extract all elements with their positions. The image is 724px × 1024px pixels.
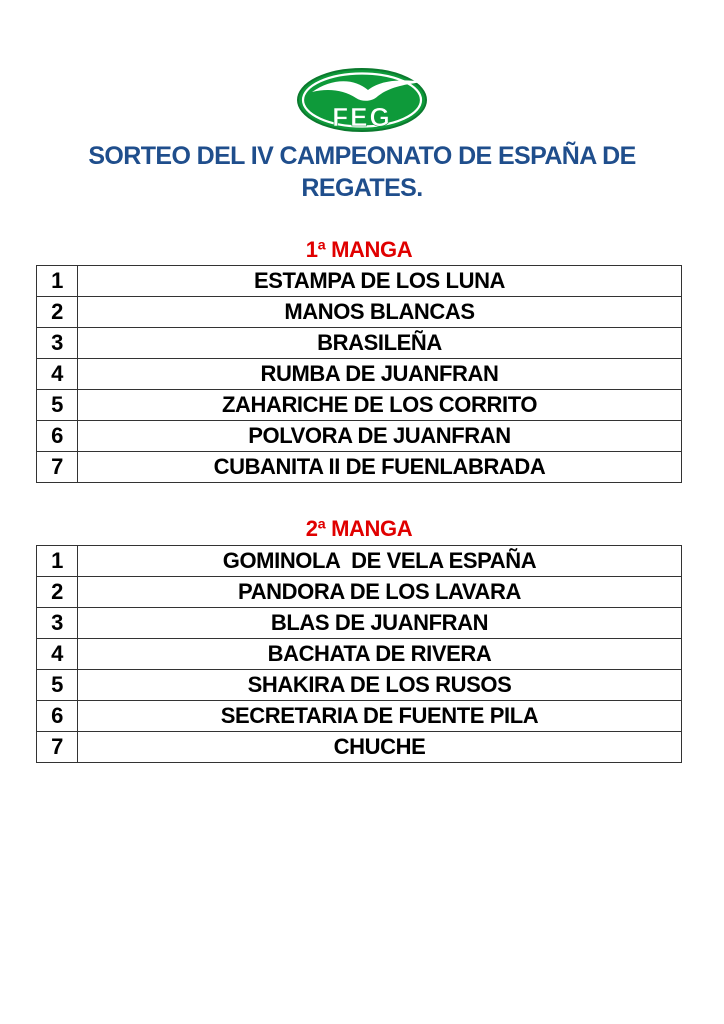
table-row (37, 701, 682, 732)
boat-name: CHUCHE (78, 732, 682, 763)
title-line-1: SORTEO DEL IV CAMPEONATO DE ESPAÑA DE (88, 142, 636, 170)
row-number: 3 (37, 328, 78, 359)
boat-name: RUMBA DE JUANFRAN (78, 359, 682, 390)
boat-name: BLAS DE JUANFRAN (78, 608, 682, 639)
row-number: 5 (37, 670, 78, 701)
table-row (37, 297, 682, 328)
row-number: 1 (37, 546, 78, 577)
table-row (37, 452, 682, 483)
page-title (40, 140, 684, 204)
table-row (37, 359, 682, 390)
boat-name: SECRETARIA DE FUENTE PILA (78, 701, 682, 732)
feg-logo-graphic (292, 66, 432, 134)
row-number: 4 (37, 359, 78, 390)
table-row (37, 670, 682, 701)
row-number: 5 (37, 390, 78, 421)
boat-name: CUBANITA II DE FUENLABRADA (78, 452, 682, 483)
row-number: 7 (37, 732, 78, 763)
boat-name: ESTAMPA DE LOS LUNA (78, 266, 682, 297)
manga-2-table (36, 545, 682, 763)
boat-name: MANOS BLANCAS (78, 297, 682, 328)
manga-1-heading: 1ª MANGA (305, 237, 413, 262)
table-row (37, 577, 682, 608)
logo-letters: FEG (332, 102, 392, 132)
table-row (37, 328, 682, 359)
row-number: 2 (37, 297, 78, 328)
row-number: 4 (37, 639, 78, 670)
table-row (37, 421, 682, 452)
manga-2-heading: 2ª MANGA (305, 516, 413, 541)
boat-name: POLVORA DE JUANFRAN (78, 421, 682, 452)
row-number: 2 (37, 577, 78, 608)
feg-logo (292, 66, 432, 134)
title-line-2: REGATES. (301, 174, 423, 202)
row-number: 6 (37, 701, 78, 732)
manga-1-table (36, 265, 682, 483)
boat-name: PANDORA DE LOS LAVARA (78, 577, 682, 608)
row-number: 1 (37, 266, 78, 297)
table-row (37, 546, 682, 577)
table-row (37, 732, 682, 763)
table-row (37, 608, 682, 639)
row-number: 7 (37, 452, 78, 483)
boat-name: ZAHARICHE DE LOS CORRITO (78, 390, 682, 421)
table-row (37, 639, 682, 670)
boat-name: BRASILEÑA (78, 328, 682, 359)
boat-name: SHAKIRA DE LOS RUSOS (78, 670, 682, 701)
boat-name: GOMINOLA DE VELA ESPAÑA (78, 546, 682, 577)
boat-name: BACHATA DE RIVERA (78, 639, 682, 670)
table-row (37, 266, 682, 297)
table-row (37, 390, 682, 421)
row-number: 3 (37, 608, 78, 639)
row-number: 6 (37, 421, 78, 452)
